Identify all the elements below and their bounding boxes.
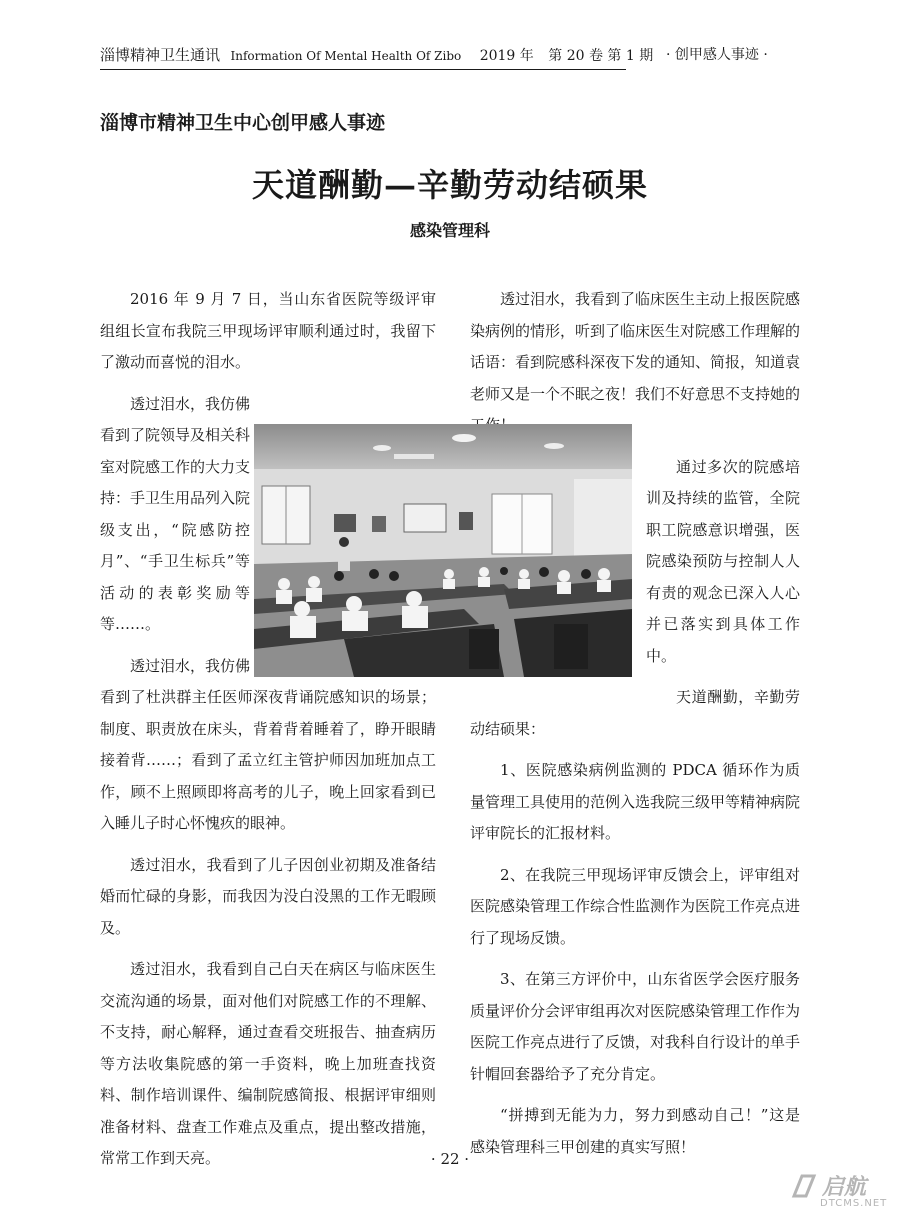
photo-illustration <box>254 424 632 677</box>
paragraph: 透过泪水，我仿佛看到了院领导及相关科室对院感工作的大力支持：手卫生用品列入院级支出，“院感防控月”、“手卫生标兵”等活动的表彰奖励等等……。 <box>100 394 251 633</box>
left-column <box>100 284 436 1185</box>
magazine-name-cn: 淄博精神卫生通讯 <box>100 46 221 64</box>
paragraph: 1、医院感染病例监测的 PDCA 循环作为质量管理工具使用的范例入选我院三级甲等精神病院评审院长的汇报材料。 <box>470 761 801 842</box>
paragraph: 天道酬勤，辛勤劳动结硕果： <box>470 688 800 738</box>
right-column <box>470 284 800 1173</box>
running-header <box>100 44 654 70</box>
paragraph: 透过泪水，我看到了儿子因创业初期及准备结婚而忙碌的身影，而我因为没白没黑的工作无暇顾及。 <box>100 855 436 937</box>
paragraph: 2016 年 9 月 7 日，当山东省医院等级评审组组长宣布我院三甲现场评审顺利通过时，我留下了激动而喜悦的泪水。 <box>100 290 436 371</box>
paragraph: 透过泪水，我看到自己白天在病区与临床医生交流沟通的场景，面对他们对院感工作的不理解、不支持，耐心解释，通过查看交班报告、抽查病历等方法收集院感的第一手资料，晚上加班查找资料、制作培训课件、编制院感简报、根据评审细则准备材料、盘查工作难点及重点，提出整改措施，常常工作到天亮。 <box>100 960 436 1167</box>
issue-volume: 第 20 卷 第 1 期 <box>548 48 654 64</box>
watermark-domain: DTCMS.NET <box>820 1198 888 1209</box>
section-tag: · 创甲感人事迹 · <box>666 47 768 63</box>
issue-year: 2019 年 <box>479 48 534 64</box>
paragraph: 透过泪水，我仿佛看到了杜洪群主任医师深夜背诵院感知识的场景；制度、职责放在床头，背着背着睡着了，睁开眼睛接着背……；看到了孟立红主管护师因加班加点工作，顾不上照顾即将高考的儿子，晚上回家看到已入睡儿子时心怀愧疚的眼神。 <box>100 656 436 832</box>
page-number: · 22 · <box>430 1150 470 1168</box>
watermark-logo-icon <box>790 1172 818 1200</box>
magazine-name-en: Information Of Mental Health Of Zibo <box>230 49 462 63</box>
article-title: 天道酬勤—辛勤劳动结硕果 <box>251 166 648 204</box>
paragraph: 透过泪水，我看到了临床医生主动上报医院感染病例的情形，听到了临床医生对院感工作理解的话语：看到院感科深夜下发的通知、简报，知道袁老师又是一个不眠之夜！我们不好意思不支持她的 <box>470 290 801 403</box>
article-author: 感染管理科 <box>409 221 490 240</box>
paragraph: 2、在我院三甲现场评审反馈会上，评审组对医院感染管理工作综合性监测作为医院工作亮点进行了现场反馈。 <box>470 865 801 947</box>
paragraph: 通过多次的院感培训及持续的监管，全院职工院感意识增强，医院感染预防与控制人人有责的观念已深入人心并已落实到具体工作中。 <box>646 457 800 665</box>
paragraph: 3、在第三方评价中，山东省医学会医疗服务质量评价分会评审组再次对医院感染管理工作作为医院工作亮点进行了反馈，对我科自行设计的单手针帽回套器给予了充分肯定。 <box>470 970 801 1083</box>
watermark-brand: 启航 <box>822 1175 867 1200</box>
paragraph: “拼搏到无能为力，努力到感动自己！”这是感染管理科三甲创建的真实写照！ <box>470 1106 800 1156</box>
site-watermark <box>790 1168 890 1214</box>
exam-room-photo <box>254 424 632 677</box>
section-title: 淄博市精神卫生中心创甲感人事迹 <box>100 112 386 134</box>
